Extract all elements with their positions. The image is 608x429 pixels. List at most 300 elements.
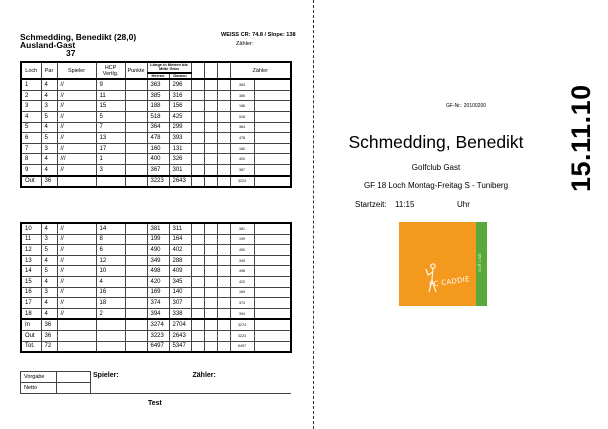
logo-text: PC CADDIE [428, 275, 471, 289]
extra-cell [191, 308, 204, 319]
points-cell [125, 255, 147, 266]
length-women: 164 [169, 234, 191, 245]
marker-score-cell [254, 122, 291, 133]
date-vertical: 15.11.10 [566, 84, 596, 192]
extra-cell [204, 133, 217, 144]
stroke-mark: // [57, 276, 96, 287]
hole-par: 4 [41, 298, 57, 309]
playing-handicap: 37 [66, 48, 76, 58]
header-par: Par [41, 62, 57, 79]
hole-hcp: 16 [96, 287, 125, 298]
stroke-mark: // [57, 298, 96, 309]
points-cell [125, 266, 147, 277]
total-row [21, 176, 291, 188]
hole-number: 10 [21, 223, 41, 234]
stroke-mark: /// [57, 154, 96, 165]
hole-row [21, 143, 291, 154]
length-women: 409 [169, 266, 191, 277]
hole-par: 4 [41, 154, 57, 165]
marker-length: 498 [230, 266, 254, 277]
extra-cell [204, 164, 217, 175]
stroke-mark: // [57, 234, 96, 245]
marker-score-cell [254, 176, 291, 188]
hole-hcp: 10 [96, 266, 125, 277]
points-cell [125, 330, 147, 341]
marker-length: 367 [230, 164, 254, 175]
points-cell [125, 154, 147, 165]
total-men: 3223 [147, 176, 169, 188]
extra-cell [204, 287, 217, 298]
extra-cell [217, 234, 230, 245]
hole-row [21, 133, 291, 144]
hole-row [21, 255, 291, 266]
extra-cell [217, 298, 230, 309]
hole-row [21, 287, 291, 298]
extra-cell [217, 330, 230, 341]
round-info: GF 18 Loch Montag-Freitag S - Tuniberg [363, 181, 509, 190]
marker-score-cell [254, 330, 291, 341]
hole-par: 5 [41, 133, 57, 144]
stroke-mark: // [57, 79, 96, 90]
header-player: Spieler [57, 62, 96, 79]
hole-par: 4 [41, 255, 57, 266]
extra-cell [204, 79, 217, 90]
extra-cell [204, 276, 217, 287]
header-length: Länge in Metern bis Mitte Grün [147, 62, 191, 73]
extra-cell [204, 90, 217, 101]
hole-number: 18 [21, 308, 41, 319]
hole-number: 17 [21, 298, 41, 309]
length-women: 299 [169, 122, 191, 133]
length-women: 316 [169, 90, 191, 101]
length-men: 349 [147, 255, 169, 266]
extra-cell [191, 287, 204, 298]
hole-row [21, 266, 291, 277]
extra-cell [191, 79, 204, 90]
empty-cell [57, 319, 96, 330]
extra-cell [191, 176, 204, 188]
length-men: 394 [147, 308, 169, 319]
length-women: 307 [169, 298, 191, 309]
hole-hcp: 9 [96, 79, 125, 90]
marker-length: 349 [230, 255, 254, 266]
stroke-mark: // [57, 90, 96, 101]
hole-number: 16 [21, 287, 41, 298]
extra-cell [191, 90, 204, 101]
hole-number: 12 [21, 245, 41, 256]
hole-hcp: 11 [96, 90, 125, 101]
marker-score-cell [254, 287, 291, 298]
hole-par: 5 [41, 266, 57, 277]
stroke-mark: // [57, 164, 96, 175]
hole-number: 13 [21, 255, 41, 266]
hole-par: 4 [41, 276, 57, 287]
total-row [21, 319, 291, 330]
header-hole: Loch [21, 62, 41, 79]
extra-cell [191, 341, 204, 352]
marker-score-cell [254, 101, 291, 112]
stroke-mark: // [57, 133, 96, 144]
tee-info: WEISS CR: 74.8 / Slope: 138 [221, 32, 296, 38]
marker-length: 518 [230, 112, 254, 123]
marker-total: 3223 [230, 176, 254, 188]
hole-number: 8 [21, 154, 41, 165]
netto-label: Netto [21, 383, 57, 394]
extra-cell [204, 341, 217, 352]
hole-number: 9 [21, 164, 41, 175]
marker-length: 381 [230, 223, 254, 234]
extra-cell [204, 234, 217, 245]
logo-strip [476, 222, 487, 306]
hole-par: 4 [41, 79, 57, 90]
header-hcp: HCP Vertlg. [96, 62, 125, 79]
extra-cell [204, 308, 217, 319]
length-men: 364 [147, 122, 169, 133]
points-cell [125, 112, 147, 123]
length-men: 363 [147, 79, 169, 90]
extra-cell [217, 341, 230, 352]
total-women: 2643 [169, 176, 191, 188]
hole-par: 3 [41, 143, 57, 154]
marker-score-cell [254, 112, 291, 123]
stroke-mark: // [57, 245, 96, 256]
extra-cell [191, 298, 204, 309]
hole-row [21, 112, 291, 123]
marker-length: 199 [230, 234, 254, 245]
hole-number: 5 [21, 122, 41, 133]
header-men: Herren [147, 73, 169, 79]
extra-cell [191, 266, 204, 277]
hole-hcp: 4 [96, 276, 125, 287]
marker-score-cell [254, 255, 291, 266]
marker-label-top: Zähler: [236, 41, 254, 47]
hole-number: 11 [21, 234, 41, 245]
marker-score-cell [254, 341, 291, 352]
marker-length: 400 [230, 154, 254, 165]
marker-score-cell [254, 90, 291, 101]
extra-cell [204, 255, 217, 266]
header-points: Punkte [125, 62, 147, 79]
hole-hcp: 5 [96, 112, 125, 123]
hole-number: 4 [21, 112, 41, 123]
length-men: 374 [147, 298, 169, 309]
club-name: Golfclub Gast [411, 163, 461, 172]
empty-cell [96, 176, 125, 188]
length-women: 301 [169, 164, 191, 175]
extra-cell [217, 308, 230, 319]
points-cell [125, 122, 147, 133]
extra-cell [191, 276, 204, 287]
hole-hcp: 1 [96, 154, 125, 165]
hole-par: 4 [41, 164, 57, 175]
hole-par: 4 [41, 308, 57, 319]
stroke-mark: // [57, 308, 96, 319]
stroke-mark: // [57, 122, 96, 133]
length-women: 326 [169, 154, 191, 165]
header-marker: Zähler [230, 62, 291, 79]
hole-row [21, 276, 291, 287]
marker-length: 420 [230, 276, 254, 287]
hole-row [21, 164, 291, 175]
total-label: Tot. [21, 341, 41, 352]
marker-score-cell [254, 223, 291, 234]
total-row [21, 341, 291, 352]
length-men: 518 [147, 112, 169, 123]
extra-cell [204, 112, 217, 123]
extra-cell [191, 255, 204, 266]
header-women: Damen [169, 73, 191, 79]
extra-cell [217, 164, 230, 175]
back-nine-table [20, 222, 292, 353]
hole-number: 15 [21, 276, 41, 287]
extra-cell [191, 112, 204, 123]
points-cell [125, 276, 147, 287]
length-men: 160 [147, 143, 169, 154]
total-par: 36 [41, 176, 57, 188]
extra-cell [204, 223, 217, 234]
marker-score-cell [254, 164, 291, 175]
marker-length: 188 [230, 101, 254, 112]
length-women: 156 [169, 101, 191, 112]
length-men: 367 [147, 164, 169, 175]
extra-cell [191, 101, 204, 112]
marker-score-cell [254, 245, 291, 256]
hole-row [21, 154, 291, 165]
stroke-mark: // [57, 143, 96, 154]
extra-cell [204, 154, 217, 165]
total-par: 72 [41, 341, 57, 352]
total-label: Out [21, 176, 41, 188]
marker-score-cell [254, 319, 291, 330]
extra-cell [204, 176, 217, 188]
extra-cell [204, 245, 217, 256]
hole-number: 1 [21, 79, 41, 90]
extra-cell [191, 122, 204, 133]
points-cell [125, 164, 147, 175]
hole-row [21, 245, 291, 256]
extra-cell [217, 245, 230, 256]
extra-cell [217, 287, 230, 298]
stroke-mark: // [57, 287, 96, 298]
points-cell [125, 133, 147, 144]
hole-hcp: 6 [96, 245, 125, 256]
hole-hcp: 17 [96, 143, 125, 154]
extra-cell [191, 164, 204, 175]
extra-cell [191, 133, 204, 144]
hole-par: 4 [41, 90, 57, 101]
points-cell [125, 234, 147, 245]
points-cell [125, 176, 147, 188]
hole-par: 4 [41, 122, 57, 133]
marker-score-cell [254, 154, 291, 165]
extra-cell [217, 319, 230, 330]
hole-par: 3 [41, 287, 57, 298]
hole-hcp: 14 [96, 223, 125, 234]
marker-length: 374 [230, 298, 254, 309]
extra-cell [217, 101, 230, 112]
marker-length: 169 [230, 287, 254, 298]
marker-score-cell [254, 79, 291, 90]
extra-cell [217, 266, 230, 277]
length-men: 498 [147, 266, 169, 277]
hole-row [21, 234, 291, 245]
total-par: 36 [41, 330, 57, 341]
marker-length: 394 [230, 308, 254, 319]
player-signature-field[interactable]: Spieler: [91, 372, 191, 394]
extra-cell [217, 122, 230, 133]
total-label: Out [21, 330, 41, 341]
player-name: Schmedding, Benedikt (28,0) [20, 32, 137, 42]
start-time-label: Startzeit: [355, 200, 387, 209]
empty-cell [96, 341, 125, 352]
hole-par: 5 [41, 112, 57, 123]
marker-length: 364 [230, 122, 254, 133]
gf-number: GF-Nr.: 20100200 [446, 103, 487, 109]
total-label: In [21, 319, 41, 330]
length-women: 345 [169, 276, 191, 287]
extra-cell [191, 319, 204, 330]
stroke-mark: // [57, 223, 96, 234]
hole-par: 3 [41, 101, 57, 112]
hole-hcp: 8 [96, 234, 125, 245]
marker-total: 3274 [230, 319, 254, 330]
extra-cell [191, 330, 204, 341]
extra-cell [191, 223, 204, 234]
marker-signature-field[interactable]: Zähler: [191, 372, 291, 394]
hole-row [21, 223, 291, 234]
points-cell [125, 101, 147, 112]
length-women: 296 [169, 79, 191, 90]
extra-cell [191, 143, 204, 154]
extra-cell [204, 143, 217, 154]
club-line: Ausland-Gast [20, 40, 76, 50]
hole-number: 6 [21, 133, 41, 144]
extra-cell [204, 266, 217, 277]
total-women: 2643 [169, 330, 191, 341]
marker-length: 385 [230, 90, 254, 101]
extra-cell [217, 112, 230, 123]
points-cell [125, 287, 147, 298]
marker-score-cell [254, 308, 291, 319]
marker-length: 490 [230, 245, 254, 256]
marker-score-cell [254, 266, 291, 277]
total-men: 3223 [147, 330, 169, 341]
hole-par: 5 [41, 245, 57, 256]
hole-number: 3 [21, 101, 41, 112]
length-women: 393 [169, 133, 191, 144]
total-men: 6497 [147, 341, 169, 352]
stroke-mark: // [57, 101, 96, 112]
marker-total: 6497 [230, 341, 254, 352]
extra-cell [217, 154, 230, 165]
extra-cell [204, 319, 217, 330]
extra-cell [204, 101, 217, 112]
extra-cell [204, 122, 217, 133]
points-cell [125, 298, 147, 309]
points-cell [125, 319, 147, 330]
golfer-icon [399, 222, 487, 306]
hole-hcp: 7 [96, 122, 125, 133]
extra-cell [217, 133, 230, 144]
hole-number: 7 [21, 143, 41, 154]
empty-cell [57, 176, 96, 188]
length-men: 400 [147, 154, 169, 165]
cut-line-divider [313, 0, 314, 429]
marker-total: 3223 [230, 330, 254, 341]
marker-score-cell [254, 276, 291, 287]
points-cell [125, 90, 147, 101]
points-cell [125, 143, 147, 154]
length-women: 311 [169, 223, 191, 234]
hole-row [21, 298, 291, 309]
length-women: 402 [169, 245, 191, 256]
extra-cell [217, 176, 230, 188]
length-men: 490 [147, 245, 169, 256]
extra-cell [191, 154, 204, 165]
start-time-unit: Uhr [457, 200, 470, 209]
extra-cell [217, 223, 230, 234]
length-men: 478 [147, 133, 169, 144]
start-time: 11:15 [395, 200, 415, 209]
extra-cell [191, 245, 204, 256]
hole-hcp: 12 [96, 255, 125, 266]
marker-length: 160 [230, 143, 254, 154]
hole-row [21, 101, 291, 112]
total-par: 36 [41, 319, 57, 330]
marker-score-cell [254, 133, 291, 144]
empty-cell [96, 330, 125, 341]
stroke-mark: // [57, 266, 96, 277]
front-nine-table [20, 61, 292, 188]
extra-cell [217, 255, 230, 266]
extra-cell [204, 330, 217, 341]
length-women: 140 [169, 287, 191, 298]
length-women: 131 [169, 143, 191, 154]
hole-row [21, 122, 291, 133]
extra-cell [191, 234, 204, 245]
length-men: 199 [147, 234, 169, 245]
hole-hcp: 18 [96, 298, 125, 309]
player-name-large: Schmedding, Benedikt [348, 132, 524, 152]
total-women: 5347 [169, 341, 191, 352]
pc-caddie-logo [399, 222, 487, 306]
empty-cell [57, 330, 96, 341]
marker-score-cell [254, 143, 291, 154]
extra-cell [217, 90, 230, 101]
extra-cell [217, 276, 230, 287]
hole-hcp: 2 [96, 308, 125, 319]
extra-cell [217, 143, 230, 154]
total-men: 3274 [147, 319, 169, 330]
length-men: 381 [147, 223, 169, 234]
length-men: 385 [147, 90, 169, 101]
hole-number: 2 [21, 90, 41, 101]
length-men: 420 [147, 276, 169, 287]
marker-score-cell [254, 298, 291, 309]
hole-hcp: 3 [96, 164, 125, 175]
length-women: 288 [169, 255, 191, 266]
empty-cell [57, 341, 96, 352]
total-row [21, 330, 291, 341]
hole-row [21, 79, 291, 90]
signature-table [20, 371, 291, 394]
extra-cell [217, 79, 230, 90]
stroke-mark: // [57, 112, 96, 123]
marker-score-cell [254, 234, 291, 245]
length-women: 338 [169, 308, 191, 319]
hole-row [21, 90, 291, 101]
points-cell [125, 79, 147, 90]
